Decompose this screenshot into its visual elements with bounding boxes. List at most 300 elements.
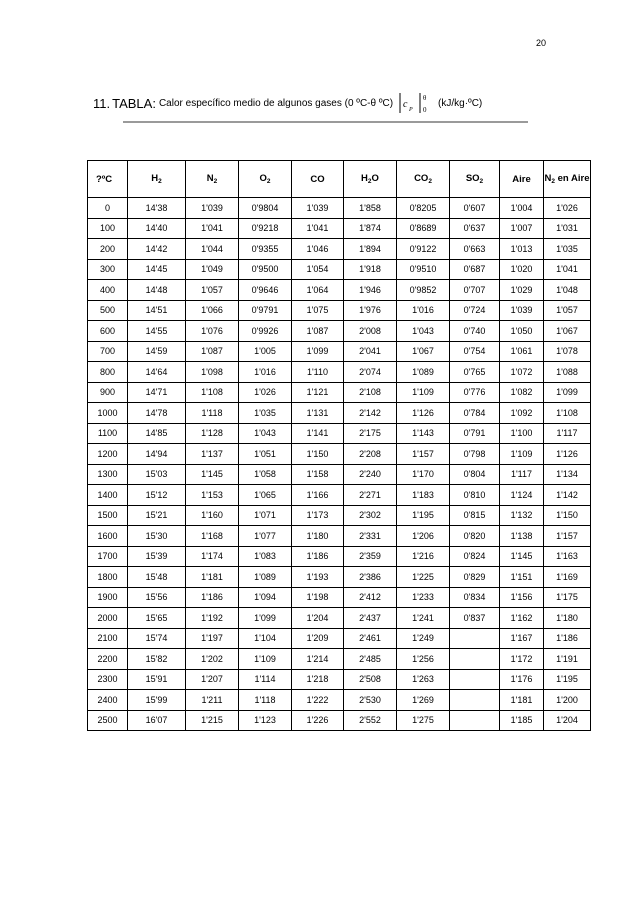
value-cell: 1'051 [239, 444, 292, 465]
value-cell: 1'035 [239, 403, 292, 424]
value-cell: 1'109 [239, 649, 292, 670]
value-cell: 0'754 [450, 341, 500, 362]
table-row [88, 259, 591, 280]
value-cell [450, 628, 500, 649]
table-row [88, 239, 591, 260]
value-cell: 14'71 [128, 382, 186, 403]
value-cell: 0'834 [450, 587, 500, 608]
temperature-cell: 400 [88, 280, 128, 301]
value-cell: 0'9804 [239, 198, 292, 219]
table-row [88, 362, 591, 383]
table-row [88, 341, 591, 362]
temperature-cell: 700 [88, 341, 128, 362]
value-cell: 1'043 [397, 321, 450, 342]
value-cell: 1'198 [292, 587, 344, 608]
temperature-cell: 100 [88, 218, 128, 239]
value-cell: 1'099 [239, 608, 292, 629]
value-cell: 1'064 [292, 280, 344, 301]
value-cell: 1'132 [500, 505, 544, 526]
value-cell: 16'07 [128, 710, 186, 731]
value-cell: 1'082 [500, 382, 544, 403]
value-cell: 1'195 [544, 669, 591, 690]
value-cell: 2'530 [344, 690, 397, 711]
value-cell: 1'046 [292, 239, 344, 260]
value-cell: 15'56 [128, 587, 186, 608]
value-cell [450, 690, 500, 711]
value-cell: 0'9852 [397, 280, 450, 301]
table-row [88, 526, 591, 547]
value-cell: 1'137 [186, 444, 239, 465]
value-cell: 14'78 [128, 403, 186, 424]
value-cell: 1'241 [397, 608, 450, 629]
value-cell: 1'170 [397, 464, 450, 485]
value-cell: 1'263 [397, 669, 450, 690]
value-cell: 1'186 [544, 628, 591, 649]
value-cell: 2'437 [344, 608, 397, 629]
value-cell: 15'12 [128, 485, 186, 506]
value-cell: 1'016 [397, 300, 450, 321]
value-cell: 1'191 [544, 649, 591, 670]
value-cell: 1'173 [292, 505, 344, 526]
value-cell: 1'145 [500, 546, 544, 567]
value-cell: 1'195 [397, 505, 450, 526]
heading-number: 11. [93, 95, 111, 111]
temperature-cell: 2500 [88, 710, 128, 731]
temperature-cell: 1100 [88, 423, 128, 444]
value-cell: 1'041 [544, 259, 591, 280]
value-cell: 1'126 [544, 444, 591, 465]
value-cell: 1'145 [186, 464, 239, 485]
value-cell: 1'072 [500, 362, 544, 383]
value-cell: 2'485 [344, 649, 397, 670]
temperature-cell: 2100 [88, 628, 128, 649]
value-cell: 1'109 [397, 382, 450, 403]
value-cell: 1'087 [186, 341, 239, 362]
value-cell: 1'114 [239, 669, 292, 690]
value-cell: 1'128 [186, 423, 239, 444]
table-row [88, 218, 591, 239]
value-cell: 14'40 [128, 218, 186, 239]
value-cell: 2'552 [344, 710, 397, 731]
value-cell: 1'157 [544, 526, 591, 547]
temperature-cell: 1500 [88, 505, 128, 526]
table-row [88, 669, 591, 690]
value-cell: 0'607 [450, 198, 500, 219]
temperature-cell: 300 [88, 259, 128, 280]
value-cell: 0'810 [450, 485, 500, 506]
value-cell: 1'100 [500, 423, 544, 444]
value-cell: 1'160 [186, 505, 239, 526]
value-cell: 1'206 [397, 526, 450, 547]
value-cell: 1'180 [292, 526, 344, 547]
temperature-cell: 1000 [88, 403, 128, 424]
value-cell: 1'269 [397, 690, 450, 711]
table-row [88, 321, 591, 342]
value-cell: 1'108 [544, 403, 591, 424]
value-cell: 15'65 [128, 608, 186, 629]
value-cell: 1'083 [239, 546, 292, 567]
temperature-cell: 1200 [88, 444, 128, 465]
table-row [88, 464, 591, 485]
value-cell: 1'894 [344, 239, 397, 260]
value-cell: 1'048 [544, 280, 591, 301]
value-cell: 1'181 [500, 690, 544, 711]
value-cell: 1'172 [500, 649, 544, 670]
heading-text: Calor específico medio de algunos gases (0 ºC-θ ºC) [158, 97, 394, 109]
column-header: $O_2$ [239, 161, 292, 198]
value-cell: 1'041 [186, 218, 239, 239]
temperature-cell: 1300 [88, 464, 128, 485]
value-cell: 1'180 [544, 608, 591, 629]
column-header: $H_2$ [128, 161, 186, 198]
value-cell: 14'55 [128, 321, 186, 342]
value-cell: 1'118 [186, 403, 239, 424]
value-cell: 1'163 [544, 546, 591, 567]
value-cell: 1'256 [397, 649, 450, 670]
value-cell: 1'043 [239, 423, 292, 444]
temperature-cell: 200 [88, 239, 128, 260]
value-cell: 2'386 [344, 567, 397, 588]
value-cell: 14'42 [128, 239, 186, 260]
value-cell: 1'039 [500, 300, 544, 321]
temperature-cell: 800 [88, 362, 128, 383]
table-row [88, 403, 591, 424]
value-cell: 2'271 [344, 485, 397, 506]
value-cell: 1'061 [500, 341, 544, 362]
value-cell: 2'208 [344, 444, 397, 465]
value-cell: 14'64 [128, 362, 186, 383]
temperature-cell: 1400 [88, 485, 128, 506]
value-cell: 0'837 [450, 608, 500, 629]
table-row [88, 567, 591, 588]
value-cell: 1'065 [239, 485, 292, 506]
table-row [88, 587, 591, 608]
specific-heat-formula [398, 90, 432, 116]
value-cell: 15'30 [128, 526, 186, 547]
value-cell: 1'169 [544, 567, 591, 588]
value-cell: 1'197 [186, 628, 239, 649]
table-heading [93, 90, 482, 116]
column-header: $CO_2$ [397, 161, 450, 198]
value-cell: 1'216 [397, 546, 450, 567]
table-row [88, 485, 591, 506]
temperature-cell: 2400 [88, 690, 128, 711]
temperature-cell: 1700 [88, 546, 128, 567]
value-cell: 1'134 [544, 464, 591, 485]
value-cell: 2'041 [344, 341, 397, 362]
value-cell: 1'026 [239, 382, 292, 403]
value-cell: 1'166 [292, 485, 344, 506]
value-cell: 1'016 [239, 362, 292, 383]
value-cell: 2'331 [344, 526, 397, 547]
value-cell: 1'067 [397, 341, 450, 362]
value-cell: 1'098 [186, 362, 239, 383]
value-cell: 0'784 [450, 403, 500, 424]
value-cell: 1'214 [292, 649, 344, 670]
formula-lower-limit: 0 [423, 106, 427, 114]
value-cell: 14'45 [128, 259, 186, 280]
value-cell: 0'8689 [397, 218, 450, 239]
value-cell: 1'110 [292, 362, 344, 383]
formula-upper-limit: θ [423, 94, 427, 102]
value-cell: 1'249 [397, 628, 450, 649]
heading-label: TABLA: [112, 95, 156, 111]
value-cell: 1'007 [500, 218, 544, 239]
temperature-cell: 500 [88, 300, 128, 321]
value-cell: 1'946 [344, 280, 397, 301]
value-cell: 1'141 [292, 423, 344, 444]
value-cell: 0'637 [450, 218, 500, 239]
value-cell: 1'858 [344, 198, 397, 219]
column-header: $H_2O$ [344, 161, 397, 198]
table-row [88, 382, 591, 403]
value-cell: 1'204 [292, 608, 344, 629]
value-cell: 1'076 [186, 321, 239, 342]
value-cell: 1'108 [186, 382, 239, 403]
value-cell: 14'59 [128, 341, 186, 362]
value-cell: 0'9791 [239, 300, 292, 321]
value-cell: 2'508 [344, 669, 397, 690]
value-cell: 1'087 [292, 321, 344, 342]
value-cell [450, 649, 500, 670]
temperature-cell: 2200 [88, 649, 128, 670]
value-cell: 14'85 [128, 423, 186, 444]
value-cell: 2'074 [344, 362, 397, 383]
value-cell: 0'663 [450, 239, 500, 260]
value-cell: 1'077 [239, 526, 292, 547]
value-cell: 1'193 [292, 567, 344, 588]
table-row [88, 423, 591, 444]
value-cell: 1'071 [239, 505, 292, 526]
value-cell: 14'94 [128, 444, 186, 465]
temperature-cell: 600 [88, 321, 128, 342]
formula-subscript: P [409, 107, 413, 113]
value-cell: 0'724 [450, 300, 500, 321]
value-cell: 1'143 [397, 423, 450, 444]
value-cell: 1'233 [397, 587, 450, 608]
value-cell: 1'039 [186, 198, 239, 219]
value-cell: 1'109 [500, 444, 544, 465]
value-cell: 2'461 [344, 628, 397, 649]
value-cell: 1'089 [397, 362, 450, 383]
value-cell: 2'008 [344, 321, 397, 342]
value-cell: 0'9646 [239, 280, 292, 301]
value-cell: 1'075 [292, 300, 344, 321]
value-cell: 15'99 [128, 690, 186, 711]
table-row [88, 444, 591, 465]
value-cell: 1'207 [186, 669, 239, 690]
value-cell: 2'412 [344, 587, 397, 608]
value-cell: 1'058 [239, 464, 292, 485]
value-cell: 2'302 [344, 505, 397, 526]
value-cell: 0'804 [450, 464, 500, 485]
value-cell: 1'124 [500, 485, 544, 506]
value-cell: 1'157 [397, 444, 450, 465]
value-cell: 1'209 [292, 628, 344, 649]
value-cell: 1'218 [292, 669, 344, 690]
value-cell: 0'9926 [239, 321, 292, 342]
value-cell: 15'82 [128, 649, 186, 670]
temperature-cell: 900 [88, 382, 128, 403]
value-cell: 0'776 [450, 382, 500, 403]
value-cell: 1'020 [500, 259, 544, 280]
value-cell: 1'029 [500, 280, 544, 301]
value-cell: 1'088 [544, 362, 591, 383]
table-row [88, 710, 591, 731]
column-header: ?ºC [88, 161, 128, 198]
value-cell: 0'791 [450, 423, 500, 444]
value-cell: 1'121 [292, 382, 344, 403]
table-row [88, 280, 591, 301]
value-cell: 15'21 [128, 505, 186, 526]
value-cell: 1'976 [344, 300, 397, 321]
value-cell: 1'275 [397, 710, 450, 731]
value-cell: 1'117 [500, 464, 544, 485]
value-cell: 1'054 [292, 259, 344, 280]
value-cell: 1'200 [544, 690, 591, 711]
value-cell: 1'150 [544, 505, 591, 526]
value-cell: 0'9218 [239, 218, 292, 239]
value-cell: 1'089 [239, 567, 292, 588]
value-cell: 1'192 [186, 608, 239, 629]
table-row [88, 649, 591, 670]
value-cell: 0'820 [450, 526, 500, 547]
value-cell: 1'118 [239, 690, 292, 711]
value-cell: 0'9510 [397, 259, 450, 280]
value-cell: 1'222 [292, 690, 344, 711]
value-cell: 1'226 [292, 710, 344, 731]
value-cell: 1'162 [500, 608, 544, 629]
temperature-cell: 1800 [88, 567, 128, 588]
value-cell: 1'204 [544, 710, 591, 731]
value-cell: 15'74 [128, 628, 186, 649]
value-cell: 1'078 [544, 341, 591, 362]
value-cell: 1'156 [500, 587, 544, 608]
value-cell: 1'131 [292, 403, 344, 424]
value-cell [450, 710, 500, 731]
value-cell: 15'91 [128, 669, 186, 690]
table-row [88, 628, 591, 649]
table-row [88, 505, 591, 526]
value-cell: 1'153 [186, 485, 239, 506]
value-cell: 1'174 [186, 546, 239, 567]
value-cell: 1'176 [500, 669, 544, 690]
value-cell: 1'049 [186, 259, 239, 280]
value-cell: 1'123 [239, 710, 292, 731]
value-cell: 0'815 [450, 505, 500, 526]
value-cell: 1'158 [292, 464, 344, 485]
value-cell: 1'067 [544, 321, 591, 342]
value-cell: 0'9122 [397, 239, 450, 260]
table-body [88, 198, 591, 731]
value-cell: 1'151 [500, 567, 544, 588]
column-header: Aire [500, 161, 544, 198]
temperature-cell: 0 [88, 198, 128, 219]
value-cell: 1'104 [239, 628, 292, 649]
value-cell: 0'9355 [239, 239, 292, 260]
value-cell: 1'039 [292, 198, 344, 219]
value-cell: 1'031 [544, 218, 591, 239]
value-cell: 0'798 [450, 444, 500, 465]
value-cell: 1'099 [292, 341, 344, 362]
value-cell: 1'013 [500, 239, 544, 260]
value-cell: 1'094 [239, 587, 292, 608]
value-cell: 0'765 [450, 362, 500, 383]
value-cell: 1'057 [544, 300, 591, 321]
value-cell: 1'004 [500, 198, 544, 219]
value-cell: 1'167 [500, 628, 544, 649]
temperature-cell: 1600 [88, 526, 128, 547]
value-cell: 1'117 [544, 423, 591, 444]
value-cell: 0'9500 [239, 259, 292, 280]
temperature-cell: 2000 [88, 608, 128, 629]
value-cell: 15'48 [128, 567, 186, 588]
value-cell: 1'186 [292, 546, 344, 567]
value-cell: 14'48 [128, 280, 186, 301]
value-cell: 1'005 [239, 341, 292, 362]
value-cell: 2'240 [344, 464, 397, 485]
value-cell: 1'035 [544, 239, 591, 260]
value-cell: 1'041 [292, 218, 344, 239]
value-cell: 15'39 [128, 546, 186, 567]
value-cell: 1'142 [544, 485, 591, 506]
table-row [88, 300, 591, 321]
column-header: $SO_2$ [450, 161, 500, 198]
value-cell: 0'8205 [397, 198, 450, 219]
table-header-row [88, 161, 591, 198]
value-cell: 1'225 [397, 567, 450, 588]
value-cell: 1'126 [397, 403, 450, 424]
page-number: 20 [536, 38, 547, 48]
value-cell: 0'740 [450, 321, 500, 342]
value-cell: 1'168 [186, 526, 239, 547]
value-cell: 2'108 [344, 382, 397, 403]
column-header: $N_2$ [186, 161, 239, 198]
value-cell: 1'186 [186, 587, 239, 608]
temperature-cell: 2300 [88, 669, 128, 690]
value-cell: 15'03 [128, 464, 186, 485]
value-cell: 1'138 [500, 526, 544, 547]
value-cell: 1'918 [344, 259, 397, 280]
value-cell: 1'175 [544, 587, 591, 608]
column-header: CO [292, 161, 344, 198]
value-cell: 1'066 [186, 300, 239, 321]
heading-underline [123, 121, 528, 123]
value-cell: 1'183 [397, 485, 450, 506]
temperature-cell: 1900 [88, 587, 128, 608]
value-cell: 1'026 [544, 198, 591, 219]
value-cell: 2'359 [344, 546, 397, 567]
value-cell: 1'202 [186, 649, 239, 670]
value-cell: 0'824 [450, 546, 500, 567]
value-cell: 1'057 [186, 280, 239, 301]
formula-symbol: c [403, 99, 408, 110]
value-cell: 14'38 [128, 198, 186, 219]
value-cell: 0'687 [450, 259, 500, 280]
value-cell: 1'044 [186, 239, 239, 260]
value-cell: 1'050 [500, 321, 544, 342]
value-cell: 14'51 [128, 300, 186, 321]
value-cell: 1'215 [186, 710, 239, 731]
value-cell: 0'829 [450, 567, 500, 588]
column-header: $N_2$ en Aire [544, 161, 591, 198]
value-cell: 2'142 [344, 403, 397, 424]
value-cell: 1'185 [500, 710, 544, 731]
value-cell: 1'150 [292, 444, 344, 465]
value-cell: 2'175 [344, 423, 397, 444]
heading-units: (kJ/kg·ºC) [438, 97, 483, 109]
table-row [88, 608, 591, 629]
